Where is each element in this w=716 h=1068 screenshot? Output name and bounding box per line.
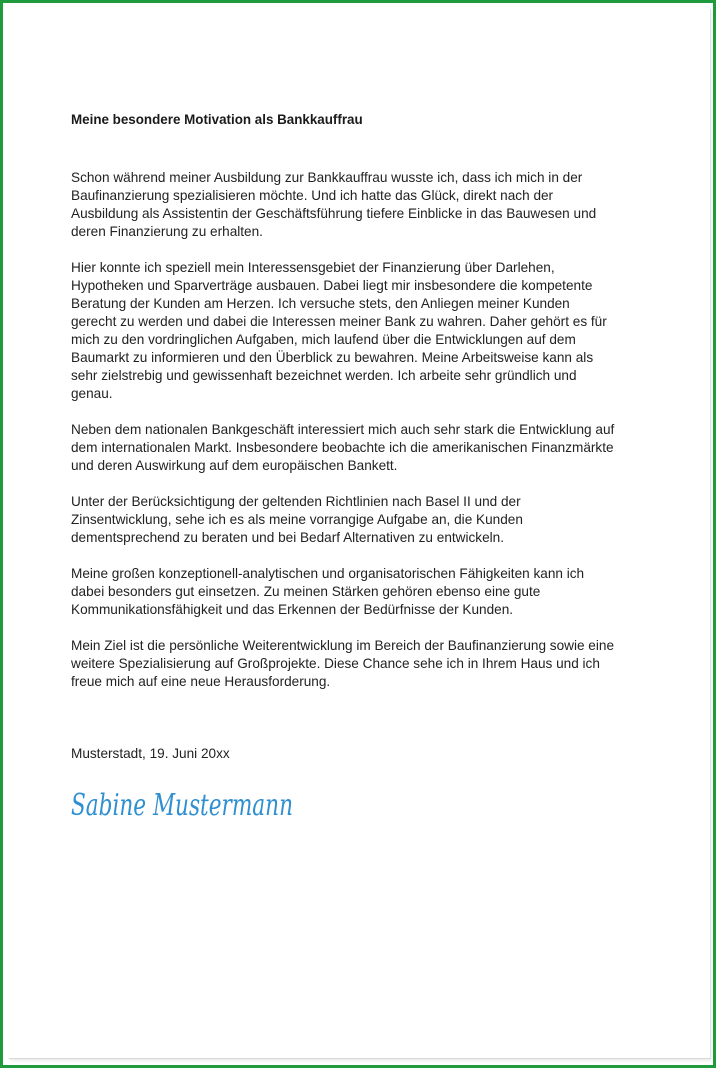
paragraph bbox=[71, 565, 656, 619]
text-line: genau. bbox=[71, 386, 113, 401]
text-line: Beratung der Kunden am Herzen. Ich versuche stets, den Anliegen meiner Kunden bbox=[71, 296, 570, 311]
text-line: Ausbildung als Assistentin der Geschäftsführung tiefere Einblicke in das Bauwesen und bbox=[71, 206, 597, 221]
text-line: dem internationalen Markt. Insbesondere beobachte ich die amerikanischen Finanzmärkte bbox=[71, 440, 614, 455]
text-line: Zinsentwicklung, sehe ich es als meine vorrangige Aufgabe an, die Kunden bbox=[71, 512, 523, 527]
date-line: Musterstadt, 19. Juni 20xx bbox=[71, 746, 230, 761]
text-line: Meine großen konzeptionell-analytischen und organisatorischen Fähigkeiten kann ich bbox=[71, 566, 585, 581]
text-line: freue mich auf eine neue Herausforderung. bbox=[71, 674, 331, 689]
text-line: und deren Auswirkung auf dem europäischen Bankett. bbox=[71, 458, 398, 473]
text-line: Baufinanzierung spezialisieren möchte. Und ich hatte das Glück, direkt nach der bbox=[71, 188, 554, 203]
paragraph bbox=[71, 493, 656, 547]
paragraph bbox=[71, 169, 656, 241]
text-line: Schon während meiner Ausbildung zur Bankkauffrau wusste ich, dass ich mich in der bbox=[71, 170, 583, 185]
paragraph bbox=[71, 421, 656, 475]
text-line: gerecht zu werden und dabei die Interessen meiner Bank zu wahren. Daher gehört es für bbox=[71, 314, 607, 329]
text-line: weitere Spezialisierung auf Großprojekte. Diese Chance sehe ich in Ihrem Haus und ich bbox=[71, 656, 600, 671]
document-title: Meine besondere Motivation als Bankkauffrau bbox=[71, 112, 363, 127]
text-line: Hypotheken und Sparverträge ausbauen. Dabei liegt mir insbesondere die kompetente bbox=[71, 278, 593, 293]
text-line: Neben dem nationalen Bankgeschäft interessiert mich auch sehr stark die Entwicklung auf bbox=[71, 422, 615, 437]
document-page bbox=[9, 9, 711, 1059]
text-line: Baumarkt zu informieren und den Überblick zu bewahren. Meine Arbeitsweise kann als bbox=[71, 350, 594, 365]
text-line: mich zu den vordringlichen Aufgaben, mich laufend über die Entwicklungen auf dem bbox=[71, 332, 576, 347]
document-body bbox=[71, 169, 656, 709]
paragraph bbox=[71, 637, 656, 691]
text-line: sehr zielstrebig und gewissenhaft bezeichnet werden. Ich arbeite sehr gründlich und bbox=[71, 368, 577, 383]
text-line: Kommunikationsfähigkeit und das Erkennen der Bedürfnisse der Kunden. bbox=[71, 602, 514, 617]
text-line: dabei besonders gut einsetzen. Zu meinen Stärken gehören ebenso eine gute bbox=[71, 584, 541, 599]
paragraph bbox=[71, 259, 656, 403]
text-line: Mein Ziel ist die persönliche Weiterentwicklung im Bereich der Baufinanzierung sowie eine bbox=[71, 638, 615, 653]
text-line: dementsprechend zu beraten und bei Bedarf Alternativen zu entwickeln. bbox=[71, 530, 505, 545]
signature-text: Sabine Mustermann bbox=[71, 788, 293, 823]
text-line: Hier konnte ich speziell mein Interessensgebiet der Finanzierung über Darlehen, bbox=[71, 260, 555, 275]
text-line: Unter der Berücksichtigung der geltenden Richtlinien nach Basel II und der bbox=[71, 494, 521, 509]
signature-image bbox=[69, 779, 299, 829]
text-line: deren Finanzierung zu erhalten. bbox=[71, 224, 263, 239]
